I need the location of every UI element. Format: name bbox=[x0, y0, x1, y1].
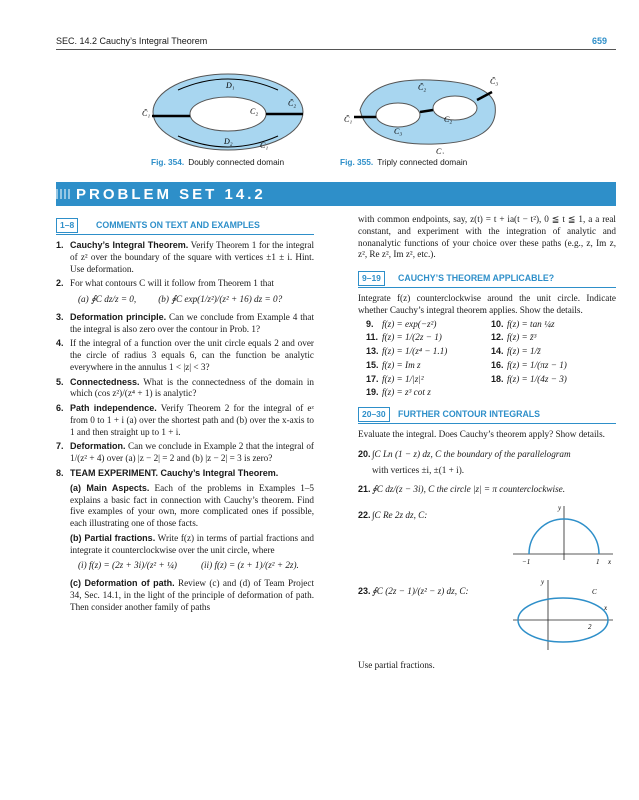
problem-7: 7. Deformation. Can we conclude in Example 2 that the integral of 1/(z² + 4) over (a) |z − 2| = 2 and (b) |z − 2| = 3 is zero? bbox=[56, 441, 314, 464]
right-column bbox=[358, 214, 616, 672]
svg-text:C: C bbox=[592, 588, 597, 597]
label-c3: C₃ bbox=[394, 127, 403, 136]
section-title: COMMENTS ON TEXT AND EXAMPLES bbox=[96, 220, 260, 230]
label-c1: C₁ bbox=[436, 147, 445, 154]
label-c1-tilde: C̃₁ bbox=[142, 109, 151, 118]
problem-22: 22. ∫C Re 2z dz, C: y x −1 1 bbox=[358, 510, 616, 568]
problem-20: 20. ∫C Ln (1 − z) dz, C the boundary of the parallelogram with vertices ±i, ±(1 + i). bbox=[358, 448, 571, 475]
svg-text:x: x bbox=[604, 604, 608, 613]
figure-355-text: Triply connected domain bbox=[377, 157, 468, 167]
figure-354-number: Fig. 354. bbox=[151, 157, 185, 167]
section-2-intro: Integrate f(z) counterclockwise around the unit circle. Indicate whether Cauchy’s integral theorem applies. Show the details. bbox=[358, 293, 616, 315]
label-d2: D₂ bbox=[224, 137, 233, 146]
problem-list-9-19 bbox=[366, 319, 616, 400]
problem-8-continued: with common endpoints, say, z(t) = t + ia(t − t²), 0 ≦ t ≦ 1, a a real constant, and experiment with the integration of analytic and nonanalytic functions of your choice over these paths (e.g., z, Im z, z², Re z², Im z², etc.). bbox=[358, 214, 616, 260]
problem-22-contour-plot bbox=[508, 502, 618, 568]
section-heading-1-8 bbox=[56, 218, 314, 234]
problem-item: 9. f(z) = exp(−z²) bbox=[366, 318, 437, 329]
problem-item: 12. f(z) = z̄³ bbox=[491, 332, 537, 343]
header-rule bbox=[56, 49, 616, 50]
problem-8-i: (i) f(z) = (2z + 3i)/(z² + ¼) bbox=[78, 560, 177, 571]
problem-item: 16. f(z) = 1/(πz − 1) bbox=[491, 359, 567, 370]
hint-partial-fractions: Use partial fractions. bbox=[358, 660, 435, 671]
problem-6: 6. Path independence. Verify Theorem 2 for the integral of eᶻ from 0 to 1 + i (a) over the shortest path and (b) over the x-axis to 1 and then straight up to 1 + i. bbox=[56, 403, 314, 437]
label-c2-tilde: C̃₂ bbox=[288, 99, 297, 108]
section-heading-9-19: 9–19 CAUCHY’S THEOREM APPLICABLE? bbox=[358, 271, 616, 287]
problem-item: 18. f(z) = 1/(4z − 3) bbox=[491, 373, 567, 384]
problem-8-ii: (ii) f(z) = (z + 1)/(z² + 2z). bbox=[200, 560, 299, 571]
problem-item: 15. f(z) = Im z bbox=[366, 359, 421, 370]
problem-set-title: PROBLEM SET 14.2 bbox=[76, 186, 266, 203]
problem-item: 10. f(z) = tan ¼z bbox=[491, 318, 555, 329]
problem-item: 11. f(z) = 1/(2z − 1) bbox=[366, 332, 442, 343]
label-d1: D₁ bbox=[226, 81, 235, 90]
problem-set-banner bbox=[56, 182, 616, 206]
problem-23-contour-plot bbox=[508, 576, 618, 652]
problem-3: 3. Deformation principle. Can we conclude from Example 4 that the integral is also zero over the contour in Prob. 1? bbox=[56, 311, 315, 334]
figure-355-caption bbox=[340, 157, 467, 168]
problem-1: 1. Cauchy’s Integral Theorem. Verify Theorem 1 for the integral of z² over the boundary of the square with vertices ±1 ± i. Hint. Use deformation. bbox=[56, 240, 314, 274]
figure-354-caption bbox=[151, 157, 284, 168]
left-column bbox=[56, 214, 314, 616]
doubly-connected-domain-diagram bbox=[138, 70, 318, 154]
figure-354-text: Doubly connected domain bbox=[188, 157, 285, 167]
svg-text:2: 2 bbox=[588, 623, 592, 632]
section-3-intro: Evaluate the integral. Does Cauchy’s theorem apply? Show details. bbox=[358, 429, 605, 440]
page-number: 659 bbox=[592, 36, 608, 46]
problem-21: 21. ∮C dz/(z − 3i), C the circle |z| = π counterclockwise. bbox=[358, 484, 566, 495]
problem-item: 17. f(z) = 1/|z|² bbox=[366, 373, 424, 384]
problem-4: 4. If the integral of a function over the unit circle equals 2 and over the circle of radius 3 equals 6, can the function be analytic everywhere in the annulus 1 < |z| < 3? bbox=[56, 338, 314, 372]
label-c1: C₁ bbox=[260, 141, 269, 150]
label-c3-tilde: C̃₃ bbox=[490, 77, 499, 86]
problem-8: 8. TEAM EXPERIMENT. Cauchy’s Integral Theorem. (a) Main Aspects. Each of the problems in Examples 1–5 explains a basic fact in connection with Cauchy’s theorem. Find five examples of your own, more complicated ones if possible, each illustrating one of those facts. (b) Partial fractions. Write f(z) in terms of partial fractions and integrate it counterclockwise over the unit circle, where (i) f(z) = (2z + 3i)/(z² + ¼) (ii) f(z) = (z + 1)/(z² + 2z). (c) Deformation of path. Review (c) and (d) of Team Project 34, Sec. 14.1, in the light of the principle of deformation of path. Then consider another family of paths bbox=[56, 468, 315, 612]
problem-item: 13. f(z) = 1/(z⁴ − 1.1) bbox=[366, 346, 448, 357]
svg-text:y: y bbox=[541, 578, 545, 587]
svg-text:1: 1 bbox=[596, 558, 600, 567]
figure-355 bbox=[340, 70, 510, 158]
section-range: 1–8 bbox=[56, 218, 78, 233]
problem-2b: (b) ∮C exp(1/z²)/(z² + 16) dz = 0? bbox=[158, 294, 283, 305]
triply-connected-domain-diagram bbox=[340, 70, 510, 154]
problem-item: 14. f(z) = 1/z̄ bbox=[491, 346, 541, 357]
label-c1-tilde: C̃₁ bbox=[344, 115, 353, 124]
problem-item: 19. f(z) = z³ cot z bbox=[366, 387, 431, 398]
label-c2-tilde: C̃₂ bbox=[418, 83, 427, 92]
svg-text:x: x bbox=[608, 558, 612, 567]
problem-5: 5. Connectedness. What is the connectedness of the domain in which (cos z²)/(z⁴ + 1) is analytic? bbox=[56, 376, 314, 399]
running-head: SEC. 14.2 Cauchy’s Integral Theorem bbox=[56, 36, 208, 46]
section-heading-20-30: 20–30 FURTHER CONTOUR INTEGRALS bbox=[358, 407, 616, 423]
label-c2: C₂ bbox=[250, 107, 259, 116]
problem-2: 2. For what contours C will it follow from Theorem 1 that (a) ∮C dz/z = 0, (b) ∮C exp(1/z²)/(z² + 16) dz = 0? bbox=[56, 278, 283, 305]
figure-355-number: Fig. 355. bbox=[340, 157, 374, 167]
problem-23: 23. ∮C (2z − 1)/(z² − z) dz, C: y x C 2 bbox=[358, 586, 616, 654]
svg-text:y: y bbox=[558, 504, 562, 513]
problem-2a: (a) ∮C dz/z = 0, bbox=[78, 294, 137, 305]
label-c2: C₂ bbox=[444, 115, 453, 124]
figure-354 bbox=[138, 70, 318, 158]
svg-text:−1: −1 bbox=[522, 558, 531, 567]
